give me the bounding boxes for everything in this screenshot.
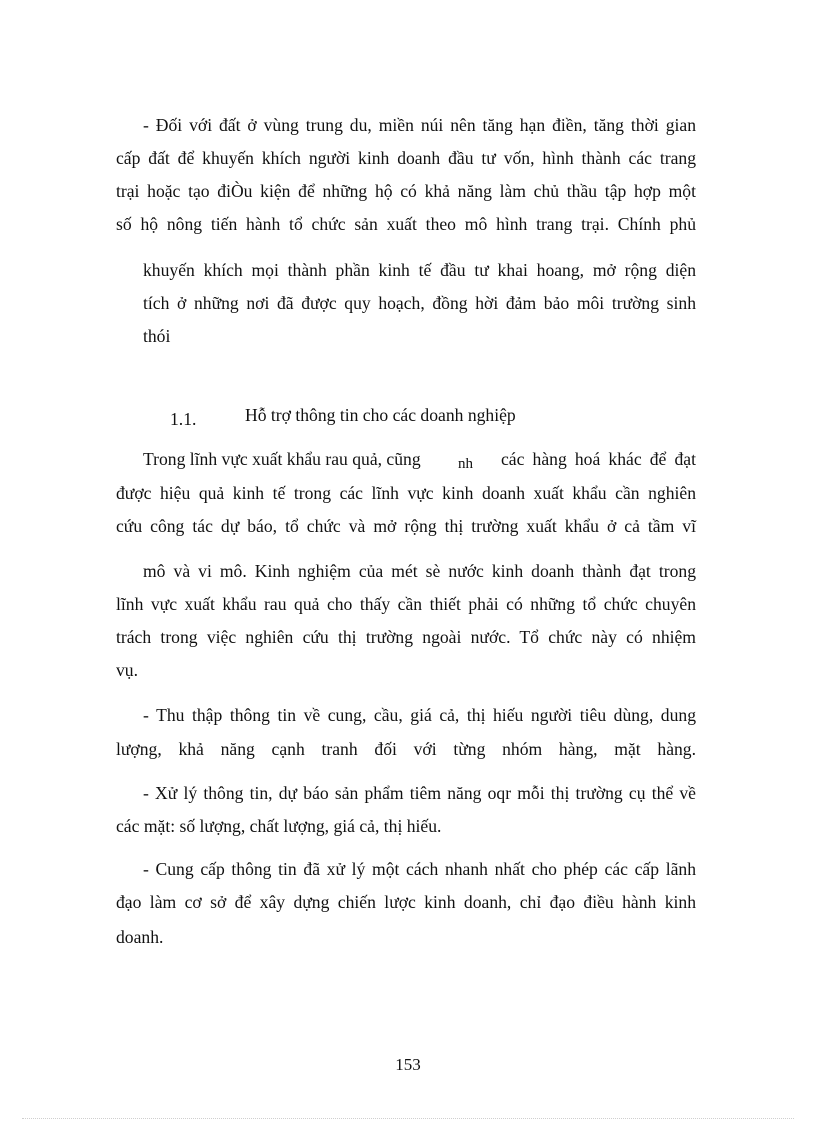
text-line: Trong lĩnh vực xuất khẩu rau quả, cũng — [143, 449, 421, 469]
text-line: lượng, khả năng cạnh tranh đối với từng nhóm hàng, mặt hàng. — [116, 739, 696, 759]
text-line: tích ở những nơi đã được quy hoạch, đồng hời đảm bảo môi trường sinh — [143, 293, 696, 313]
subscript-fragment: nh — [458, 456, 473, 472]
text-line: thói — [143, 326, 171, 346]
text-line: các mặt: số lượng, chất lượng, giá cả, thị hiếu. — [116, 816, 442, 836]
text-line: - Xử lý thông tin, dự báo sản phẩm tiêm năng oqr mỗi thị trường cụ thể về — [143, 783, 696, 803]
text-line: đạo làm cơ sở để xây dựng chiến lược kinh doanh, chỉ đạo điều hành kinh — [116, 892, 696, 912]
text-line: - Cung cấp thông tin đã xử lý một cách nhanh nhất cho phép các cấp lãnh — [143, 859, 696, 879]
page-bottom-divider — [22, 1118, 794, 1119]
text-line: - Đối với đất ở vùng trung du, miền núi nên tăng hạn điền, tăng thời gian — [143, 115, 696, 135]
text-line: - Thu thập thông tin về cung, cầu, giá cả, thị hiếu người tiêu dùng, dung — [143, 705, 696, 725]
text-line: trại hoặc tạo điÒu kiện để những hộ có khả năng làm chủ thầu tập hợp một — [116, 181, 696, 201]
text-line: được hiệu quả kinh tế trong các lĩnh vực kinh doanh xuất khẩu cần nghiên — [116, 483, 696, 503]
text-line: các hàng hoá khác để đạt — [501, 449, 696, 469]
section-number: 1.1. — [170, 409, 197, 429]
text-line: vụ. — [116, 660, 138, 680]
text-line: cứu công tác dự báo, tổ chức và mở rộng thị trường xuất khẩu ở cả tầm vĩ — [116, 516, 696, 536]
section-heading: Hỗ trợ thông tin cho các doanh nghiệp — [245, 405, 516, 425]
page-number: 153 — [395, 1055, 421, 1074]
text-line: số hộ nông tiến hành tổ chức sản xuất theo mô hình trang trại. Chính phủ — [116, 214, 696, 234]
text-line: khuyến khích mọi thành phần kinh tế đầu tư khai hoang, mở rộng diện — [143, 260, 696, 280]
text-line: lĩnh vực xuất khẩu rau quả cho thấy cần thiết phải có những tổ chức chuyên — [116, 594, 696, 614]
text-line: doanh. — [116, 927, 164, 947]
text-line: cấp đất để khuyến khích người kinh doanh đầu tư vốn, hình thành các trang — [116, 148, 696, 168]
text-line: mô và vi mô. Kinh nghiệm của mét sè nước kinh doanh thành đạt trong — [143, 561, 696, 581]
text-line: trách trong việc nghiên cứu thị trường ngoài nước. Tổ chức này có nhiệm — [116, 627, 696, 647]
